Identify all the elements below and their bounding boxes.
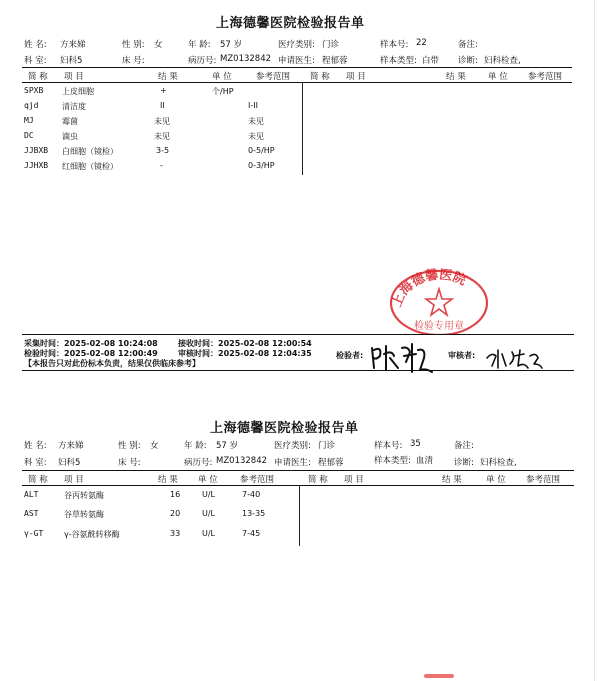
row-result: + — [160, 86, 167, 95]
row-ref: 7-45 — [242, 529, 261, 538]
test-time: 检验时间：2025-02-08 12:00:49 — [24, 349, 158, 358]
row-ref: 0-3/HP — [248, 161, 275, 170]
doctor: 程郁蓉 — [322, 56, 348, 66]
col-code: 简 称 — [28, 475, 48, 485]
row-item: 霉菌 — [62, 117, 78, 126]
row-result: II — [160, 101, 165, 110]
col-ref-right: 参考范围 — [528, 72, 563, 82]
row-code: DC — [24, 131, 34, 140]
row-unit: U/L — [202, 529, 216, 538]
col-result-right: 结 果 — [446, 72, 466, 82]
row-item: 白细胞（镜检） — [62, 147, 118, 156]
red-mark — [424, 674, 454, 678]
row-ref: 未见 — [248, 132, 264, 141]
page-edge — [594, 0, 595, 681]
sample-type: 血清 — [416, 456, 434, 466]
patient-sex-label: 性 别: — [118, 441, 141, 451]
record-no: MZ0132842 — [216, 456, 268, 466]
col-unit: 单 位 — [212, 72, 232, 82]
row-item: 谷丙转氨酶 — [64, 491, 104, 500]
dept-label: 科 室: — [24, 458, 47, 468]
row-item: 清洁度 — [62, 102, 86, 111]
sample-type: 白带 — [422, 56, 440, 66]
row-ref: 13-35 — [242, 509, 266, 518]
row-item: γ-谷氨酰转移酶 — [64, 530, 120, 539]
medical-type: 门诊 — [322, 40, 340, 50]
row-code: qjd — [24, 101, 39, 110]
record-label: 病历号: — [188, 56, 217, 66]
col-item-right: 项 目 — [344, 475, 364, 485]
dept-label: 科 室: — [24, 56, 47, 66]
footer-top-rule — [22, 334, 574, 335]
footer-bottom-rule — [22, 370, 574, 371]
patient-name-label: 姓 名: — [24, 40, 47, 50]
tester-label: 检验者: — [336, 351, 364, 360]
stamp-subtext: 检验专用章 — [414, 321, 464, 332]
record-label: 病历号: — [184, 458, 213, 468]
patient-sex: 女 — [150, 441, 159, 451]
sample-no-label: 样本号: — [380, 40, 409, 50]
dept: 妇科5 — [58, 458, 81, 468]
reviewer-label: 审核者: — [448, 351, 476, 360]
sample-no: 35 — [410, 439, 421, 449]
col-ref: 参考范围 — [240, 475, 275, 485]
row-result: 33 — [170, 529, 181, 538]
table-top-rule — [22, 470, 574, 471]
doctor: 程郁蓉 — [318, 458, 344, 468]
row-code: JJHXB — [24, 161, 49, 170]
col-ref-right: 参考范围 — [526, 475, 561, 485]
medical-type-label: 医疗类别: — [274, 441, 311, 451]
sample-type-label: 样本类型: — [380, 56, 417, 66]
row-result: 3-5 — [156, 146, 170, 155]
row-code: γ-GT — [24, 529, 44, 538]
row-ref: I-II — [248, 101, 258, 110]
row-unit: U/L — [202, 509, 216, 518]
diagnosis-label: 诊断: — [454, 458, 474, 468]
row-code: JJBXB — [24, 146, 49, 155]
report-title: 上海德馨医院检验报告单 — [216, 16, 365, 31]
table-header-rule — [22, 485, 574, 486]
row-code: ALT — [24, 490, 39, 499]
disclaimer: 【本报告只对此份标本负责，结果仅供临床参考】 — [24, 359, 200, 368]
bed-label: 床 号: — [122, 56, 145, 66]
review-time: 审核时间：2025-02-08 12:04:35 — [178, 349, 312, 358]
diagnosis-label: 诊断: — [458, 56, 478, 66]
medical-type-label: 医疗类别: — [278, 40, 315, 50]
col-code: 简 称 — [28, 72, 48, 82]
col-unit: 单 位 — [198, 475, 218, 485]
col-result-right: 结 果 — [442, 475, 462, 485]
col-result: 结 果 — [158, 475, 178, 485]
row-item: 红细胞（镜检） — [62, 162, 118, 171]
row-code: SPXB — [24, 86, 44, 95]
patient-age: 57 岁 — [220, 40, 243, 50]
row-item: 上皮细胞 — [62, 87, 94, 96]
receive-time: 接收时间：2025-02-08 12:00:54 — [178, 339, 312, 348]
row-result: 16 — [170, 490, 181, 499]
patient-age: 57 岁 — [216, 441, 239, 451]
sample-no: 22 — [416, 38, 427, 48]
col-unit-right: 单 位 — [486, 475, 506, 485]
stamp-text: 上海德馨医院 — [389, 267, 469, 310]
row-item: 滴虫 — [62, 132, 78, 141]
row-result: 20 — [170, 509, 181, 518]
table-top-rule — [22, 67, 572, 68]
svg-text:上海德馨医院 — [390, 267, 469, 310]
row-code: MJ — [24, 116, 34, 125]
row-unit: U/L — [202, 490, 216, 499]
patient-name: 方来娣 — [58, 441, 84, 451]
col-code-right: 简 称 — [308, 475, 328, 485]
row-ref: 0-5/HP — [248, 146, 275, 155]
row-result: 未见 — [154, 117, 170, 126]
doctor-label: 申请医生: — [274, 458, 311, 468]
collect-time: 采集时间：2025-02-08 10:24:08 — [24, 339, 158, 348]
col-ref: 参考范围 — [256, 72, 291, 82]
doctor-label: 申请医生: — [278, 56, 315, 66]
col-item: 项 目 — [64, 475, 84, 485]
diagnosis: 妇科检查, — [484, 56, 521, 66]
hospital-stamp — [386, 263, 492, 335]
bed-label: 床 号: — [118, 458, 141, 468]
sample-no-label: 样本号: — [374, 441, 403, 451]
patient-sex-label: 性 别: — [122, 40, 145, 50]
row-result: - — [160, 161, 163, 170]
patient-name: 方来娣 — [60, 40, 86, 50]
column-divider — [299, 486, 300, 546]
patient-age-label: 年 龄: — [184, 441, 207, 451]
row-ref: 7-40 — [242, 490, 261, 499]
patient-age-label: 年 龄: — [188, 40, 211, 50]
table-header-rule — [22, 82, 572, 83]
row-item: 谷草转氨酶 — [64, 510, 104, 519]
dept: 妇科5 — [60, 56, 83, 66]
report-title: 上海德馨医院检验报告单 — [210, 421, 359, 436]
remark-label: 备注: — [454, 441, 474, 451]
medical-type: 门诊 — [318, 441, 336, 451]
column-divider — [302, 83, 303, 175]
col-item-right: 项 目 — [346, 72, 366, 82]
diagnosis: 妇科检查, — [480, 458, 517, 468]
reviewer-signature — [484, 344, 544, 372]
col-code-right: 简 称 — [310, 72, 330, 82]
row-code: AST — [24, 509, 39, 518]
row-ref: 未见 — [248, 117, 264, 126]
patient-name-label: 姓 名: — [24, 441, 47, 451]
col-result: 结 果 — [158, 72, 178, 82]
tester-signature — [368, 340, 436, 374]
col-unit-right: 单 位 — [488, 72, 508, 82]
row-unit: 个/HP — [212, 87, 234, 96]
record-no: MZ0132842 — [220, 54, 272, 64]
sample-type-label: 样本类型: — [374, 456, 411, 466]
row-result: 未见 — [154, 132, 170, 141]
remark-label: 备注: — [458, 40, 478, 50]
patient-sex: 女 — [154, 40, 163, 50]
col-item: 项 目 — [64, 72, 84, 82]
